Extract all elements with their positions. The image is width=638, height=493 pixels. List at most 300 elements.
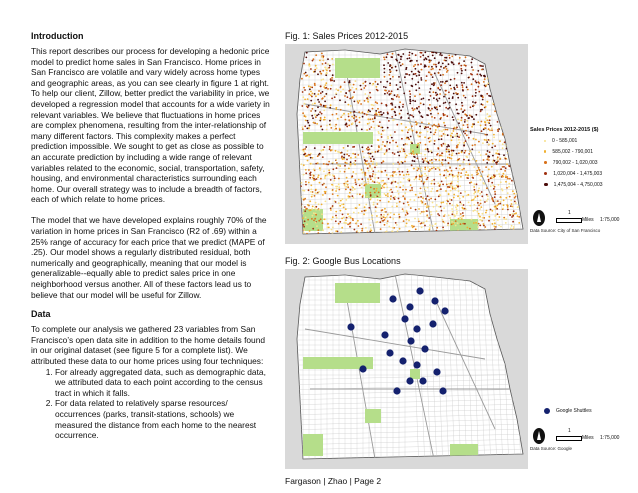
fig1-data-source: Data Source: City of San Francisco — [530, 228, 601, 233]
sale-point — [431, 214, 433, 216]
sale-point — [462, 86, 464, 88]
sale-point — [405, 73, 407, 75]
sale-point — [477, 208, 479, 210]
sale-point — [466, 195, 468, 197]
sale-point — [429, 128, 431, 130]
sale-point — [371, 175, 373, 177]
sale-point — [508, 186, 510, 188]
sale-point — [309, 88, 311, 90]
sale-point — [433, 91, 435, 93]
shuttle-stop — [389, 295, 396, 302]
sale-point — [343, 147, 345, 149]
sale-point — [443, 229, 445, 231]
sale-point — [436, 98, 438, 100]
sale-point — [386, 231, 388, 233]
sale-point — [407, 58, 409, 60]
sale-point — [434, 72, 436, 74]
sale-point — [384, 153, 386, 155]
sale-point — [427, 187, 429, 189]
sale-point — [446, 146, 448, 148]
sale-point — [373, 158, 375, 160]
sale-point — [468, 159, 470, 161]
sale-point — [512, 213, 514, 215]
sale-point — [493, 136, 495, 138]
sale-point — [322, 63, 324, 65]
legend-item — [530, 157, 630, 168]
sale-point — [387, 92, 389, 94]
sale-point — [385, 104, 387, 106]
sale-point — [449, 203, 451, 205]
sale-point — [447, 129, 449, 131]
sale-point — [479, 225, 481, 227]
sale-point — [402, 162, 404, 164]
sale-point — [307, 107, 309, 109]
sale-point — [494, 145, 496, 147]
sale-point — [335, 150, 337, 152]
sale-point — [449, 57, 451, 59]
sale-point — [437, 213, 439, 215]
sale-point — [478, 204, 480, 206]
sale-point — [387, 112, 389, 114]
sale-point — [503, 173, 505, 175]
sale-point — [328, 227, 330, 229]
sale-point — [367, 99, 369, 101]
sale-point — [507, 178, 509, 180]
sale-point — [364, 185, 366, 187]
sale-point — [350, 163, 352, 165]
sale-point — [485, 118, 487, 120]
sale-point — [430, 113, 432, 115]
sale-point — [478, 141, 480, 143]
sale-point — [382, 220, 384, 222]
sale-point — [451, 208, 453, 210]
sale-point — [310, 189, 312, 191]
shuttle-stop — [439, 387, 446, 394]
sale-point — [355, 156, 357, 158]
sale-point — [327, 58, 329, 60]
sale-point — [454, 189, 456, 191]
scale-unit: Miles — [582, 217, 594, 223]
sale-point — [451, 224, 453, 226]
sale-point — [427, 56, 429, 58]
sale-point — [480, 75, 482, 77]
sale-point — [411, 53, 413, 55]
sale-point — [332, 64, 334, 66]
sale-point — [451, 182, 453, 184]
sale-point — [355, 88, 357, 90]
sale-point — [353, 162, 355, 164]
sale-point — [320, 92, 322, 94]
sale-point — [425, 127, 427, 129]
sale-point — [418, 87, 420, 89]
sale-point — [407, 113, 409, 115]
sale-point — [309, 230, 311, 232]
sale-point — [447, 157, 449, 159]
sale-point — [416, 123, 418, 125]
sale-point — [430, 191, 432, 193]
sale-point — [323, 218, 325, 220]
sale-point — [328, 67, 330, 69]
park — [303, 434, 323, 456]
sale-point — [461, 218, 463, 220]
sale-point — [467, 126, 469, 128]
sale-point — [471, 219, 473, 221]
sale-point — [434, 106, 436, 108]
sale-point — [375, 206, 377, 208]
sale-point — [315, 65, 317, 67]
sale-point — [368, 170, 370, 172]
sale-point — [418, 208, 420, 210]
sale-point — [381, 103, 383, 105]
sale-point — [421, 226, 423, 228]
sale-point — [311, 208, 313, 210]
sale-point — [474, 144, 476, 146]
sale-point — [468, 77, 470, 79]
sale-point — [322, 97, 324, 99]
sale-point — [428, 151, 430, 153]
sale-point — [443, 133, 445, 135]
sale-point — [325, 87, 327, 89]
sale-point — [398, 155, 400, 157]
sale-point — [430, 95, 432, 97]
sale-point — [421, 69, 423, 71]
sale-point — [348, 90, 350, 92]
sale-point — [484, 121, 486, 123]
sale-point — [354, 179, 356, 181]
sale-point — [319, 167, 321, 169]
sale-point — [327, 223, 329, 225]
sale-point — [378, 146, 380, 148]
sale-point — [472, 199, 474, 201]
sale-point — [373, 105, 375, 107]
sale-point — [370, 126, 372, 128]
sale-point — [409, 103, 411, 105]
sale-point — [396, 84, 398, 86]
sale-point — [494, 191, 496, 193]
sale-point — [477, 195, 479, 197]
sale-point — [375, 174, 377, 176]
shuttle-marker-icon — [544, 408, 550, 414]
sale-point — [399, 187, 401, 189]
sale-point — [315, 95, 317, 97]
shuttle-stop — [433, 368, 440, 375]
sale-point — [423, 104, 425, 106]
sale-point — [384, 59, 386, 61]
sale-point — [480, 203, 482, 205]
sale-point — [408, 219, 410, 221]
sale-point — [431, 66, 433, 68]
sale-point — [385, 87, 387, 89]
sale-point — [360, 85, 362, 87]
legend-label: 0 - 585,001 — [552, 137, 578, 144]
sale-point — [430, 211, 432, 213]
sale-point — [468, 153, 470, 155]
sale-point — [339, 171, 341, 173]
sale-point — [391, 183, 393, 185]
sale-point — [316, 178, 318, 180]
sale-point — [354, 153, 356, 155]
sale-point — [357, 220, 359, 222]
sale-point — [397, 161, 399, 163]
sale-point — [375, 190, 377, 192]
sale-point — [344, 169, 346, 171]
sale-point — [446, 115, 448, 117]
sale-point — [391, 206, 393, 208]
sale-point — [313, 220, 315, 222]
sale-point — [302, 190, 304, 192]
sale-point — [356, 222, 358, 224]
sale-point — [386, 56, 388, 58]
sale-point — [440, 188, 442, 190]
sale-point — [310, 91, 312, 93]
sale-point — [487, 119, 489, 121]
sale-point — [490, 177, 492, 179]
sale-point — [362, 151, 364, 153]
sale-point — [417, 64, 419, 66]
sale-point — [402, 53, 404, 55]
sale-point — [464, 119, 466, 121]
sale-point — [505, 197, 507, 199]
sale-point — [419, 142, 421, 144]
sale-point — [373, 127, 375, 129]
sale-point — [485, 134, 487, 136]
sale-point — [483, 81, 485, 83]
sale-point — [323, 170, 325, 172]
sale-point — [347, 186, 349, 188]
sale-point — [320, 104, 322, 106]
sale-point — [302, 91, 304, 93]
sale-point — [436, 190, 438, 192]
sale-point — [451, 221, 453, 223]
sale-point — [476, 160, 478, 162]
sale-point — [472, 101, 474, 103]
sale-point — [349, 98, 351, 100]
sale-point — [422, 54, 424, 56]
sale-point — [389, 84, 391, 86]
shuttle-stop — [441, 307, 448, 314]
sale-point — [309, 210, 311, 212]
sale-point — [497, 121, 499, 123]
sale-point — [449, 154, 451, 156]
sale-point — [440, 117, 442, 119]
sale-point — [325, 93, 327, 95]
sale-point — [427, 126, 429, 128]
sale-point — [398, 96, 400, 98]
sale-point — [335, 88, 337, 90]
sale-point — [457, 97, 459, 99]
sale-point — [402, 208, 404, 210]
sale-point — [428, 217, 430, 219]
sale-point — [449, 85, 451, 87]
sale-point — [462, 90, 464, 92]
sale-point — [477, 202, 479, 204]
sale-point — [434, 117, 436, 119]
sale-point — [419, 126, 421, 128]
sale-point — [477, 211, 479, 213]
sale-point — [316, 193, 318, 195]
sale-point — [352, 171, 354, 173]
sale-point — [421, 122, 423, 124]
sale-point — [486, 200, 488, 202]
sale-point — [452, 186, 454, 188]
sale-point — [439, 98, 441, 100]
sale-point — [459, 201, 461, 203]
sale-point — [383, 187, 385, 189]
sale-point — [324, 96, 326, 98]
sale-point — [369, 192, 371, 194]
sale-point — [338, 223, 340, 225]
sale-point — [447, 201, 449, 203]
sale-point — [480, 109, 482, 111]
sale-point — [409, 122, 411, 124]
sale-point — [479, 208, 481, 210]
sale-point — [384, 68, 386, 70]
sale-point — [406, 137, 408, 139]
sale-point — [452, 96, 454, 98]
sale-point — [451, 139, 453, 141]
sale-point — [413, 226, 415, 228]
sale-point — [447, 134, 449, 136]
sale-point — [362, 171, 364, 173]
sale-point — [478, 81, 480, 83]
sale-point — [439, 69, 441, 71]
sale-point — [403, 148, 405, 150]
sale-point — [369, 118, 371, 120]
sale-point — [399, 174, 401, 176]
sale-point — [402, 189, 404, 191]
sale-point — [505, 181, 507, 183]
sale-point — [364, 210, 366, 212]
sale-point — [303, 154, 305, 156]
sale-point — [411, 225, 413, 227]
data-paragraph-1: To complete our analysis we gathered 23 variables from San Francisco’s open data site in addition to the home details found in our original dataset (see figure 5 for a complete list). We attributed these data to our home prices using four techniques: — [31, 324, 266, 366]
sale-point — [303, 63, 305, 65]
sale-point — [343, 203, 345, 205]
sale-point — [459, 142, 461, 144]
sale-point — [461, 117, 463, 119]
sale-point — [421, 174, 423, 176]
sale-point — [392, 152, 394, 154]
sale-point — [322, 222, 324, 224]
sale-point — [422, 197, 424, 199]
sale-point — [421, 211, 423, 213]
sale-point — [446, 71, 448, 73]
sale-point — [478, 151, 480, 153]
shuttle-stop — [359, 365, 366, 372]
sale-point — [473, 123, 475, 125]
sale-point — [456, 211, 458, 213]
scale-ratio: 1:75,000 — [600, 217, 620, 223]
sale-point — [492, 103, 494, 105]
sale-point — [447, 223, 449, 225]
sale-point — [513, 210, 515, 212]
sale-point — [326, 129, 328, 131]
sale-point — [443, 122, 445, 124]
sale-point — [336, 107, 338, 109]
sale-point — [466, 120, 468, 122]
sale-point — [477, 191, 479, 193]
sale-point — [369, 176, 371, 178]
sale-point — [486, 210, 488, 212]
sale-point — [342, 198, 344, 200]
sale-point — [502, 147, 504, 149]
sale-point — [493, 219, 495, 221]
legend-item — [530, 179, 630, 190]
sale-point — [315, 110, 317, 112]
sale-point — [372, 84, 374, 86]
sale-point — [388, 178, 390, 180]
sale-point — [434, 140, 436, 142]
sale-point — [314, 114, 316, 116]
sale-point — [428, 108, 430, 110]
sale-point — [304, 89, 306, 91]
sale-point — [471, 62, 473, 64]
sale-point — [462, 105, 464, 107]
sale-point — [340, 200, 342, 202]
sale-point — [389, 216, 391, 218]
sale-point — [503, 199, 505, 201]
sale-point — [462, 161, 464, 163]
sale-point — [330, 208, 332, 210]
sale-point — [329, 70, 331, 72]
shuttle-stop — [406, 377, 413, 384]
sale-point — [460, 213, 462, 215]
sale-point — [431, 180, 433, 182]
sale-point — [315, 163, 317, 165]
sale-point — [434, 143, 436, 145]
sale-point — [474, 102, 476, 104]
sale-point — [311, 196, 313, 198]
sale-point — [388, 213, 390, 215]
sale-point — [410, 184, 412, 186]
sale-point — [328, 169, 330, 171]
sale-point — [321, 79, 323, 81]
sale-point — [498, 153, 500, 155]
sale-point — [329, 148, 331, 150]
sale-point — [359, 121, 361, 123]
sale-point — [409, 57, 411, 59]
sale-point — [303, 149, 305, 151]
sale-point — [334, 177, 336, 179]
sale-point — [337, 195, 339, 197]
sale-point — [497, 150, 499, 152]
sale-point — [376, 162, 378, 164]
sale-point — [333, 80, 335, 82]
sale-point — [301, 78, 303, 80]
sale-point — [442, 159, 444, 161]
sale-point — [428, 99, 430, 101]
sale-point — [384, 208, 386, 210]
sale-point — [332, 193, 334, 195]
sale-point — [462, 207, 464, 209]
sale-point — [394, 171, 396, 173]
sale-point — [335, 93, 337, 95]
sale-point — [481, 121, 483, 123]
sale-point — [455, 168, 457, 170]
sale-point — [494, 196, 496, 198]
sale-point — [355, 160, 357, 162]
sale-point — [453, 197, 455, 199]
sale-point — [439, 105, 441, 107]
sale-point — [377, 221, 379, 223]
intro-paragraph-2: The model that we have developed explains roughly 70% of the variation in home prices in San Francisco (R2 of .69) within a 25% range of accuracy for each price that we predict (MAPE of .25). Our model shows a regularly distributed residual, both numerically and geographically, meaning that our model is generalizable--equally able to predict sales price in one neighborhood versus another. All of these factors lead us to believe that our model will be useful for Zillow. — [31, 215, 267, 300]
sale-point — [329, 172, 331, 174]
sale-point — [321, 56, 323, 58]
sale-point — [431, 116, 433, 118]
sale-point — [324, 117, 326, 119]
sale-point — [366, 163, 368, 165]
sale-point — [471, 74, 473, 76]
